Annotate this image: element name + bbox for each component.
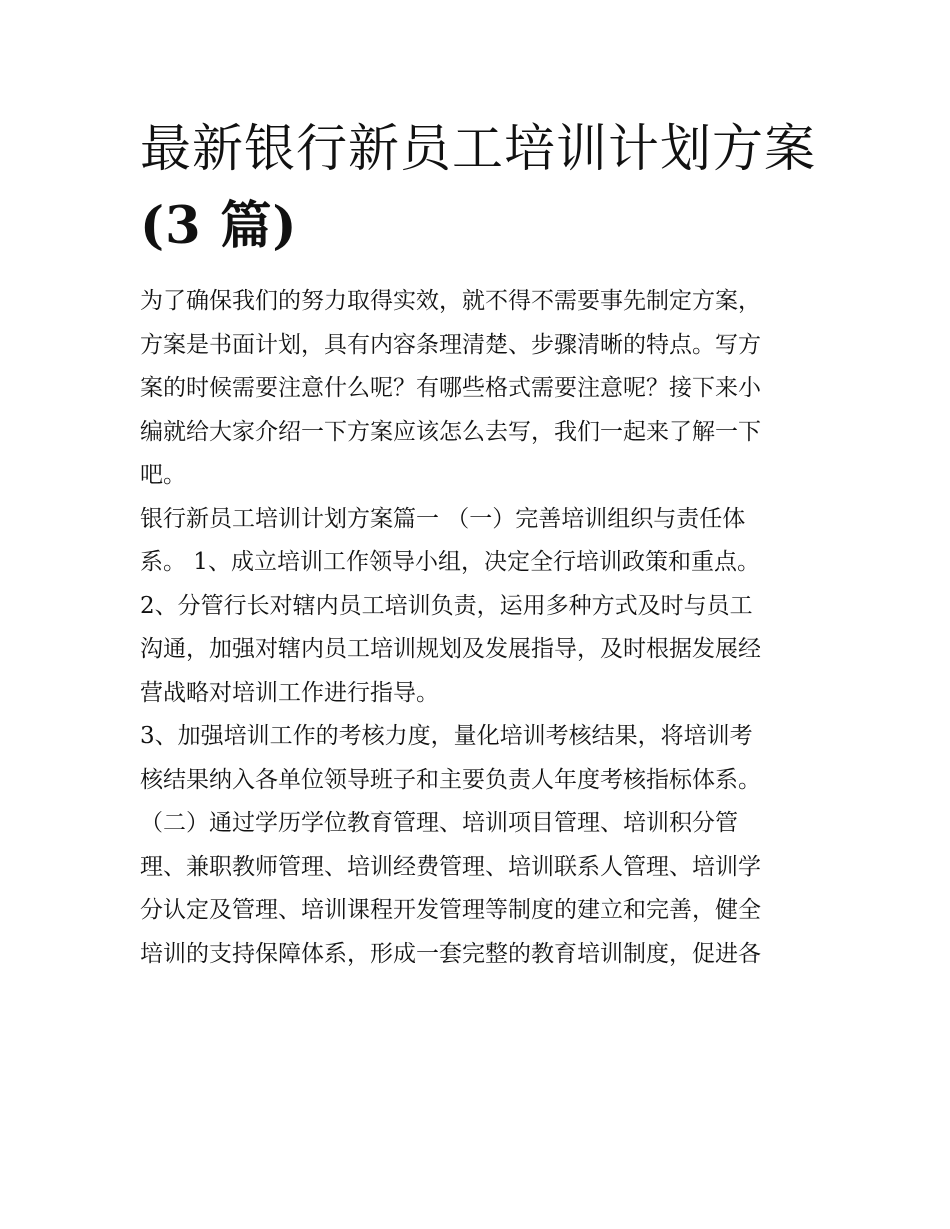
text-line: 沟通，加强对辖内员工培训规划及发展指导，及时根据发展经 — [140, 636, 761, 662]
text-line: 3、加强培训工作的考核力度，量化培训考核结果，将培训考 — [140, 723, 753, 749]
text-line: 为了确保我们的努力取得实效，就不得不需要事先制定方案， — [140, 288, 761, 314]
paragraph-intro — [140, 280, 830, 498]
text-line: 培训的支持保障体系，形成一套完整的教育培训制度，促进各 — [140, 940, 761, 967]
text-line: 案的时候需要注意什么呢？有哪些格式需要注意呢？接下来小 — [140, 375, 761, 401]
paragraph-item-3 — [140, 715, 830, 976]
document-body — [140, 280, 830, 976]
text-line: 营战略对培训工作进行指导。 — [140, 679, 439, 706]
paragraph-item-2 — [140, 585, 830, 716]
text-line: 编就给大家介绍一下方案应该怎么去写，我们一起来了解一下 — [140, 418, 761, 445]
text-line: 理、兼职教师管理、培训经费管理、培训联系人管理、培训学 — [140, 853, 761, 880]
text-line: 核结果纳入各单位领导班子和主要负责人年度考核指标体系。 — [140, 766, 761, 793]
document-title — [140, 112, 830, 264]
title-line-1: 最新银行新员工培训计划方案 — [140, 120, 817, 179]
title-line-2: (3 篇) — [140, 196, 298, 256]
text-line: 吧。 — [140, 462, 186, 488]
paragraph-section-one — [140, 498, 830, 585]
text-line: 系。 1、成立培训工作领导小组，决定全行培训政策和重点。 — [140, 549, 760, 575]
text-line: 2、分管行长对辖内员工培训负责，运用多种方式及时与员工 — [140, 592, 753, 619]
text-line: 银行新员工培训计划方案篇一 （一）完善培训组织与责任体 — [140, 505, 746, 532]
text-line: （二）通过学历学位教育管理、培训项目管理、培训积分管 — [140, 810, 738, 836]
text-line: 分认定及管理、培训课程开发管理等制度的建立和完善，健全 — [140, 897, 761, 923]
text-line: 方案是书面计划，具有内容条理清楚、步骤清晰的特点。写方 — [140, 331, 761, 358]
